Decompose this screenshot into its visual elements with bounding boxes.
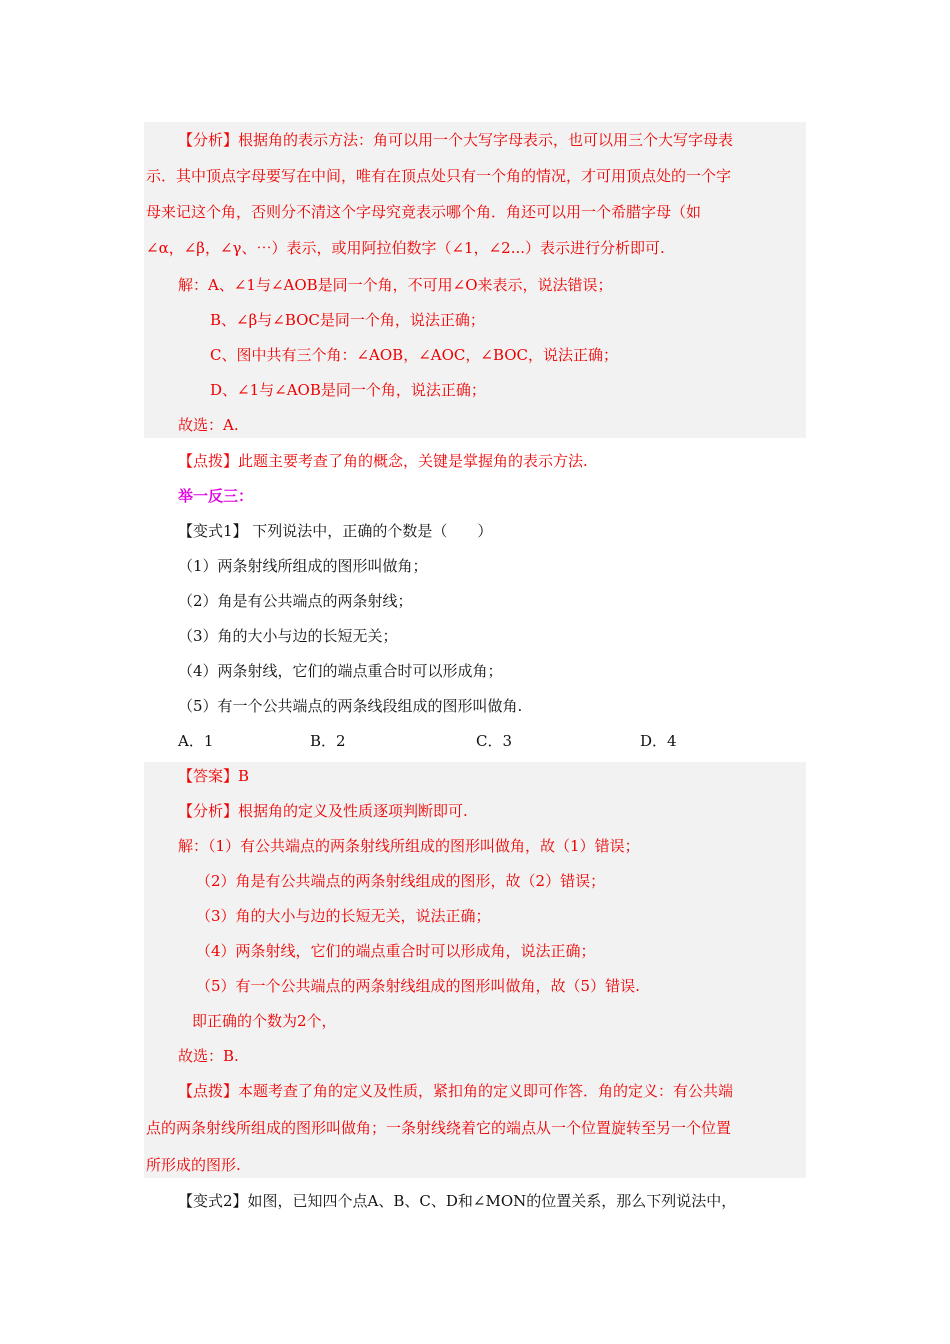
option-d: D．4 bbox=[640, 732, 677, 750]
statement: （3）角的大小与边的长短无关； bbox=[178, 627, 398, 645]
tip-line: 【点拨】此题主要考查了角的概念，关键是掌握角的表示方法. bbox=[178, 452, 588, 470]
solution-line: （5）有一个公共端点的两条射线组成的图形叫做角，故（5）错误. bbox=[196, 977, 640, 995]
analysis-line: 【分析】根据角的表示方法：角可以用一个大写字母表示，也可以用三个大写字母表 bbox=[178, 131, 734, 149]
solution-line: （4）两条射线，它们的端点重合时可以形成角，说法正确； bbox=[196, 942, 596, 960]
solution-line: （2）角是有公共端点的两条射线组成的图形，故（2）错误； bbox=[196, 872, 606, 890]
statement: （1）两条射线所组成的图形叫做角； bbox=[178, 557, 428, 575]
analysis-line: 示．其中顶点字母要写在中间，唯有在顶点处只有一个角的情况，才可用顶点处的一个字 bbox=[146, 167, 732, 185]
analysis-line: 【分析】根据角的定义及性质逐项判断即可. bbox=[178, 802, 468, 820]
analysis-line: 母来记这个角，否则分不清这个字母究竟表示哪个角．角还可以用一个希腊字母（如 bbox=[146, 203, 702, 221]
tip-line: 点的两条射线所组成的图形叫做角；一条射线绕着它的端点从一个位置旋转至另一个位置 bbox=[146, 1119, 732, 1137]
solution-line: 解：A、∠1与∠AOB是同一个角，不可用∠O来表示，说法错误； bbox=[178, 276, 613, 294]
analysis-line: ∠α，∠β，∠γ、⋯）表示，或用阿拉伯数字（∠1，∠2...）表示进行分析即可. bbox=[146, 239, 665, 257]
solution-line: D、∠1与∠AOB是同一个角，说法正确； bbox=[210, 381, 486, 399]
solution-line: 即正确的个数为2个， bbox=[192, 1012, 337, 1030]
answer-choice: 故选：B. bbox=[178, 1047, 239, 1065]
statement: （2）角是有公共端点的两条射线； bbox=[178, 592, 413, 610]
tip-line: 【点拨】本题考查了角的定义及性质，紧扣角的定义即可作答．角的定义：有公共端 bbox=[178, 1082, 734, 1100]
option-a: A．1 bbox=[178, 732, 214, 750]
statement: （4）两条射线，它们的端点重合时可以形成角； bbox=[178, 662, 503, 680]
statement: （5）有一个公共端点的两条线段组成的图形叫做角. bbox=[178, 697, 523, 715]
answer-line: 【答案】B bbox=[178, 767, 250, 785]
answer-choice: 故选：A. bbox=[178, 416, 239, 434]
solution-line: （3）角的大小与边的长短无关，说法正确； bbox=[196, 907, 491, 925]
solution-line: B、∠β与∠BOC是同一个角，说法正确； bbox=[210, 311, 485, 329]
option-b: B．2 bbox=[310, 732, 346, 750]
solution-line: 解：（1）有公共端点的两条射线所组成的图形叫做角，故（1）错误； bbox=[178, 837, 640, 855]
solution-line: C、图中共有三个角：∠AOB，∠AOC，∠BOC，说法正确； bbox=[210, 346, 619, 364]
option-c: C．3 bbox=[476, 732, 513, 750]
section-heading: 举一反三： bbox=[178, 487, 254, 505]
variant-1-question: 【变式1】 下列说法中，正确的个数是（ ） bbox=[178, 522, 493, 540]
tip-line: 所形成的图形. bbox=[146, 1156, 241, 1174]
variant-2-question: 【变式2】如图，已知四个点A、B、C、D和∠MON的位置关系，那么下列说法中， bbox=[178, 1192, 737, 1210]
analysis-block-2 bbox=[144, 762, 806, 1178]
